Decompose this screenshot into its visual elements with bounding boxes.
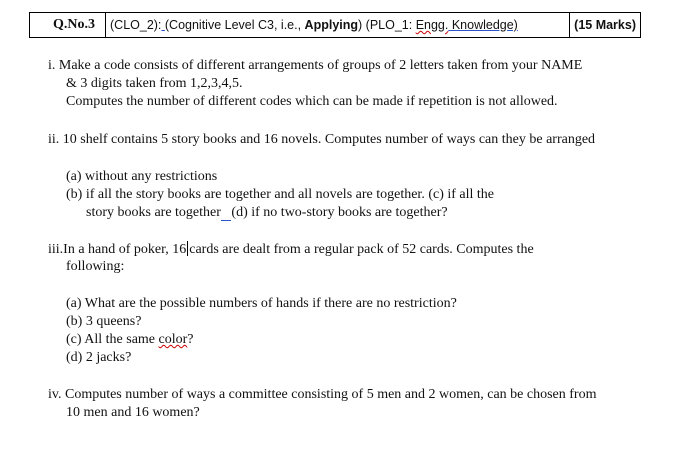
q-i-line-2: & 3 digits taken from 1,2,3,4,5. [66, 76, 243, 91]
question-number: Q.No.3 [53, 17, 95, 32]
q-iii-part-c-mark: ? [187, 332, 194, 347]
q-iii-pre-text: iii.In a hand of poker, 16 [48, 242, 187, 257]
q-iii-line-1 [48, 241, 534, 258]
q-iii-line-2: following: [66, 259, 125, 274]
q-iii-part-c-text: (c) All the same [66, 332, 159, 347]
q-ii-part-c-text: story books are together [86, 205, 221, 220]
q-ii-part-a: (a) without any restrictions [66, 169, 218, 184]
q-ii-part-d-text: (d) if no two-story books are together? [231, 205, 448, 220]
cog-prefix: (Cognitive Level C3, i.e., [164, 18, 305, 32]
q-iv-line-1: iv. Computes number of ways a committee consisting of 5 men and 2 women, can be chosen from [48, 387, 597, 402]
knowledge-word: Knowledge) [448, 18, 518, 32]
learning-outcomes [110, 18, 518, 32]
q-iii-part-a: (a) What are the possible numbers of hands if there are no restriction? [66, 296, 457, 311]
q-iv-line-2: 10 men and 16 women? [66, 405, 200, 420]
q-iii-post-text: cards are dealt from a regular pack of 52 cards. Computes the [189, 242, 534, 257]
q-ii-line-1: ii. 10 shelf contains 5 story books and 16 novels. Computes number of ways can they be arranged [48, 132, 596, 147]
color-word: color [158, 332, 188, 347]
q-i-line-3: Computes the number of different codes which can be made if repetition is not allowed. [66, 94, 558, 109]
clo-label: (CLO_2): [110, 18, 162, 32]
q-ii-part-b: (b) if all the story books are together and all novels are together. (c) if all the [66, 187, 495, 202]
q-iii-part-b: (b) 3 queens? [66, 314, 142, 329]
question-header [29, 12, 641, 38]
engg-word: Engg. [415, 18, 449, 32]
cog-level-bold: Applying [304, 18, 359, 32]
q-iii-part-c [66, 332, 194, 348]
q-ii-part-c-d [86, 205, 448, 221]
cog-suffix: ) (PLO_1: [358, 18, 416, 32]
q-i-line-1: i. Make a code consists of different arrangements of groups of 2 letters taken from your NAME [48, 58, 583, 73]
marks-cell [569, 13, 640, 37]
marks-label: (15 Marks) [574, 18, 636, 32]
question-number-cell [30, 13, 106, 37]
q-iii-part-d: (d) 2 jacks? [66, 350, 132, 365]
